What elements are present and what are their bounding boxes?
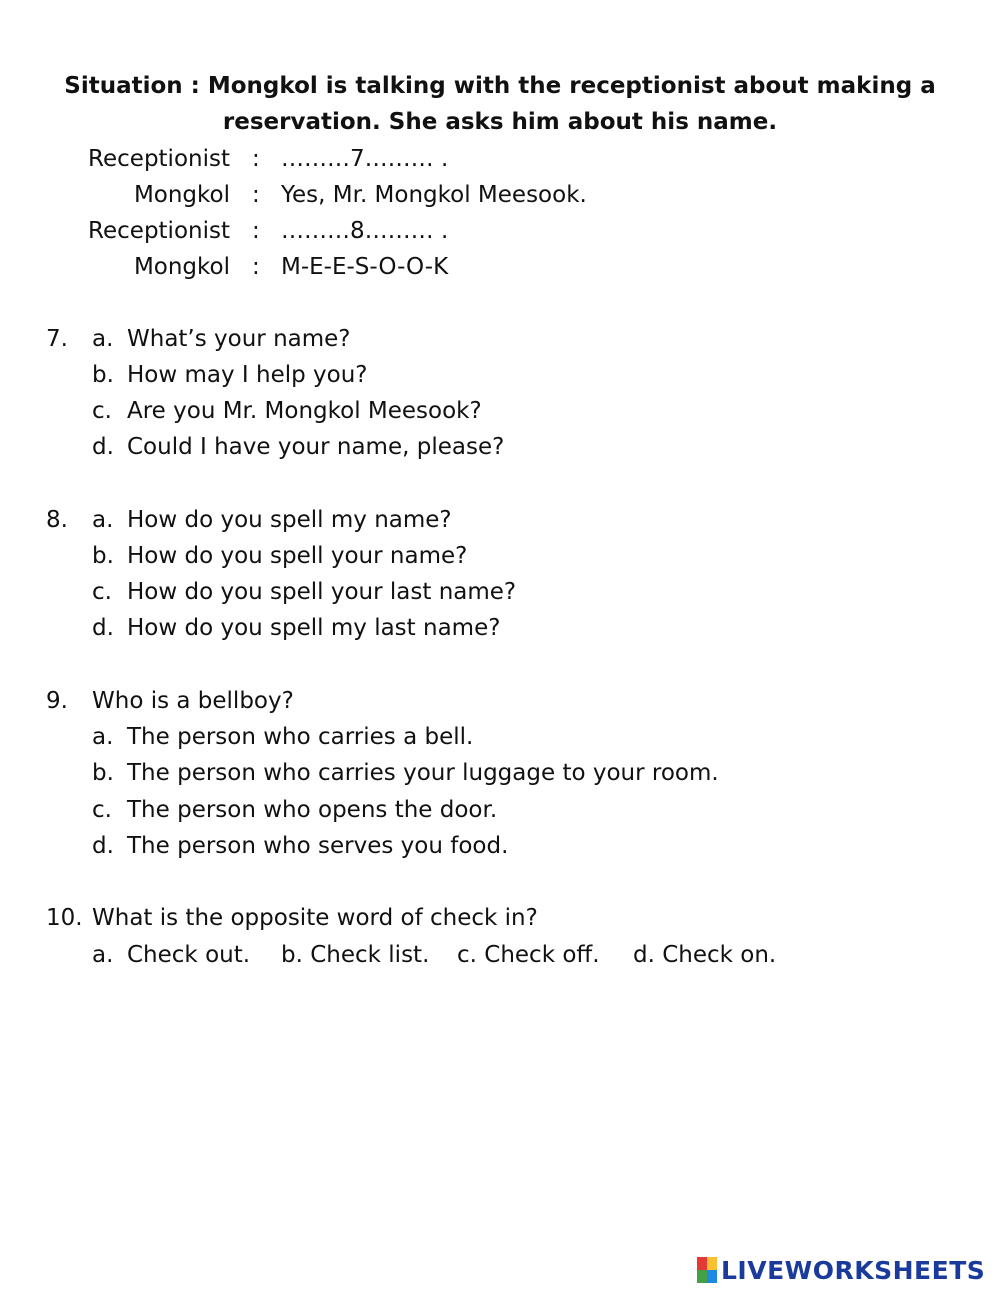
option-text[interactable]: Could I have your name, please? [127, 434, 505, 460]
dialogue-colon: : [252, 254, 260, 280]
option-text[interactable]: How do you spell your last name? [127, 579, 517, 605]
option-letter[interactable]: c. [92, 797, 112, 823]
question-number: 8. [46, 507, 68, 533]
logo-square-blue [707, 1270, 717, 1283]
option-text[interactable]: d. Check on. [633, 942, 777, 968]
dialogue-colon: : [252, 182, 260, 208]
dialogue-speaker: Receptionist [88, 146, 230, 172]
dialogue-speaker: Mongkol [133, 182, 230, 208]
option-letter[interactable]: c. [92, 398, 112, 424]
dialogue-line: M-E-E-S-O-O-K [281, 254, 449, 280]
option-text[interactable]: Are you Mr. Mongkol Meesook? [127, 398, 482, 424]
option-text[interactable]: How do you spell my name? [127, 507, 452, 533]
dialogue-line: ………7……… . [281, 146, 449, 172]
option-letter[interactable]: b. [92, 543, 114, 569]
logo-square-red [697, 1257, 707, 1270]
option-text[interactable]: The person who carries your luggage to your room. [127, 760, 719, 786]
logo-text: LIVEWORKSHEETS [721, 1255, 986, 1285]
option-letter[interactable]: c. [92, 579, 112, 605]
option-text[interactable]: What’s your name? [127, 326, 351, 352]
option-text[interactable]: How may I help you? [127, 362, 368, 388]
logo-mark-icon [697, 1257, 717, 1283]
option-letter[interactable]: a. [92, 507, 114, 533]
dialogue-line: ………8……… . [281, 218, 449, 244]
option-text[interactable]: The person who opens the door. [127, 797, 498, 823]
option-text[interactable]: Check out. [127, 942, 251, 968]
option-text[interactable]: The person who carries a bell. [127, 724, 474, 750]
logo-square-yellow [707, 1257, 717, 1270]
option-text[interactable]: How do you spell my last name? [127, 615, 501, 641]
option-letter[interactable]: d. [92, 615, 114, 641]
situation-heading: Situation : Mongkol is talking with the receptionist about making a reservation. She asks him about his name. [64, 73, 936, 135]
option-text[interactable]: c. Check off. [457, 942, 600, 968]
option-text[interactable]: How do you spell your name? [127, 543, 468, 569]
liveworksheets-logo [697, 1254, 985, 1286]
question-stem: Who is a bellboy? [92, 688, 294, 714]
dialogue-speaker: Mongkol [133, 254, 230, 280]
option-text[interactable]: The person who serves you food. [127, 833, 509, 859]
logo-square-green [697, 1270, 707, 1283]
dialogue-speaker: Receptionist [88, 218, 230, 244]
question-number: 9. [46, 688, 68, 714]
question-number: 10. [46, 905, 83, 931]
option-letter[interactable]: d. [92, 434, 114, 460]
option-text[interactable]: b. Check list. [281, 942, 430, 968]
option-letter[interactable]: b. [92, 760, 114, 786]
question-stem: What is the opposite word of check in? [92, 905, 538, 931]
option-letter[interactable]: a. [92, 724, 114, 750]
question-number: 7. [46, 326, 68, 352]
option-letter[interactable]: b. [92, 362, 114, 388]
option-letter[interactable]: d. [92, 833, 114, 859]
dialogue-line: Yes, Mr. Mongkol Meesook. [281, 182, 587, 208]
option-letter[interactable]: a. [92, 942, 114, 968]
dialogue-colon: : [252, 146, 260, 172]
dialogue-colon: : [252, 218, 260, 244]
option-letter[interactable]: a. [92, 326, 114, 352]
